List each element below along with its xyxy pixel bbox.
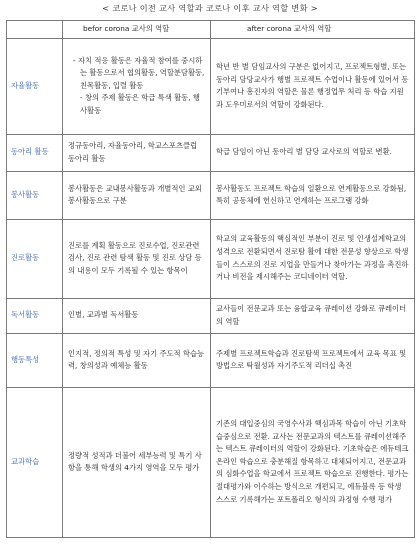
row-after: 교사들이 전문교과 또는 융합교육 큐레이션 강화로 큐레이터의 역할 bbox=[211, 298, 415, 333]
row-after: 학년 반 별 담임교사의 구분은 없어지고, 프로젝트형별, 또는 동아리 담당교사가 행별 프로젝트 수업이나 활동에 있어서 동기부여나 흥진자의 역할은 물론 행정업무 처리 등 학습 지원과 도우미로서의 역할이 강화된다. bbox=[211, 38, 415, 134]
table-row bbox=[7, 387, 415, 537]
header-after: after corona 교사의 역할 bbox=[211, 21, 415, 39]
table-row bbox=[7, 134, 415, 171]
row-before: 정량적 성적과 더불어 세부능력 및 특기 사항을 통해 학생의 4가지 영역을 모두 평가 bbox=[63, 387, 211, 537]
row-category: 교과학습 bbox=[7, 387, 63, 537]
row-after: 학교의 교육활동의 핵심적인 부분이 진로 및 인생설계학교의 성격으로 전환되면서 진로탐 활에 대한 전문성 향상으로 학생들이 스스로의 진로 지업을 만들거나 찾아가는 과정을 촉진하거나 비전을 제시해주는 코디네이터 역할. bbox=[211, 219, 415, 298]
row-after: 학급 담임이 아닌 동아리 별 담당 교사로의 역할로 변환. bbox=[211, 134, 415, 171]
row-before: 진로를 계획 활동으로 진로수업, 진로관련검사, 진로 관련 탐색 활동 및 진로 상담 등의 내용이 모두 기록될 수 있는 항목이 bbox=[63, 219, 211, 298]
row-before: 인지적, 정의적 특성 및 자기 주도적 학습능력, 창의성과 예체능 활동 bbox=[63, 333, 211, 387]
row-category: 독서활동 bbox=[7, 298, 63, 333]
table-row bbox=[7, 298, 415, 333]
row-category: 자율활동 bbox=[7, 38, 63, 134]
row-after: 기존의 대입중심의 국영수사과 핵심과목 학습이 아닌 기초학습중심으로 전환. 교사는 전문교과의 텍스트를 큐레이션해주는 텍스트 큐레이터의 역할이 강화된다. 기초학습은 에듀테크 온라인 학습으로 충분해질 항목하고 대체되어지고, 전문교과의 심화수업을 학교에서 프로젝트 학습으로 진행한다. 평가는 절대평가와 이수하는 방식으로 개편되고, 에듀블록 등 학생 스스로 기록해가는 포트폴리오 형식의 과정형 수행 평가 bbox=[211, 387, 415, 537]
row-before: 인별, 교과별 독서활동 bbox=[63, 298, 211, 333]
row-before-text: - 자치 적응 활동은 자율적 참여를 중시하는 활동으로서 협의활동, 역할분담활동, 친목활동, 입렬 활동 - 창의 주제 활동은 학급 특색 활동, 행사활동 bbox=[73, 55, 205, 115]
header-before: befor corona 교사의 역할 bbox=[63, 21, 211, 39]
table-caption: < 코로나 이전 교사 역할과 코로나 이후 교사 역할 변화 > bbox=[102, 3, 318, 13]
role-change-table bbox=[6, 20, 415, 538]
row-category: 봉사활동 bbox=[7, 171, 63, 219]
header-category bbox=[7, 21, 63, 39]
row-before: 정규동아리, 자율동아리, 학교스포츠클럽 동아리 활동 bbox=[63, 134, 211, 171]
table-row bbox=[7, 333, 415, 387]
table-row bbox=[7, 219, 415, 298]
header-row bbox=[7, 21, 415, 39]
row-before: 봉사활동은 교내봉사활동과 개별적인 교외봉사활동으로 구분 bbox=[63, 171, 211, 219]
row-after: 봉사활동도 프로젝트 학습의 일환으로 연계활동으로 강화됨, 특히 공동체에 헌신하고 연계하는 프로그램 강화 bbox=[211, 171, 415, 219]
row-before bbox=[63, 38, 211, 134]
row-category: 동아리 활동 bbox=[7, 134, 63, 171]
row-after: 주제별 프로젝트학습과 진로탐색 프로젝트에서 교육 목표 및 방법으로 탁월성과 자기주도적 리더십 촉진 bbox=[211, 333, 415, 387]
row-category: 진로활동 bbox=[7, 219, 63, 298]
row-category: 행동특성 bbox=[7, 333, 63, 387]
table-row bbox=[7, 171, 415, 219]
table-row bbox=[7, 38, 415, 134]
